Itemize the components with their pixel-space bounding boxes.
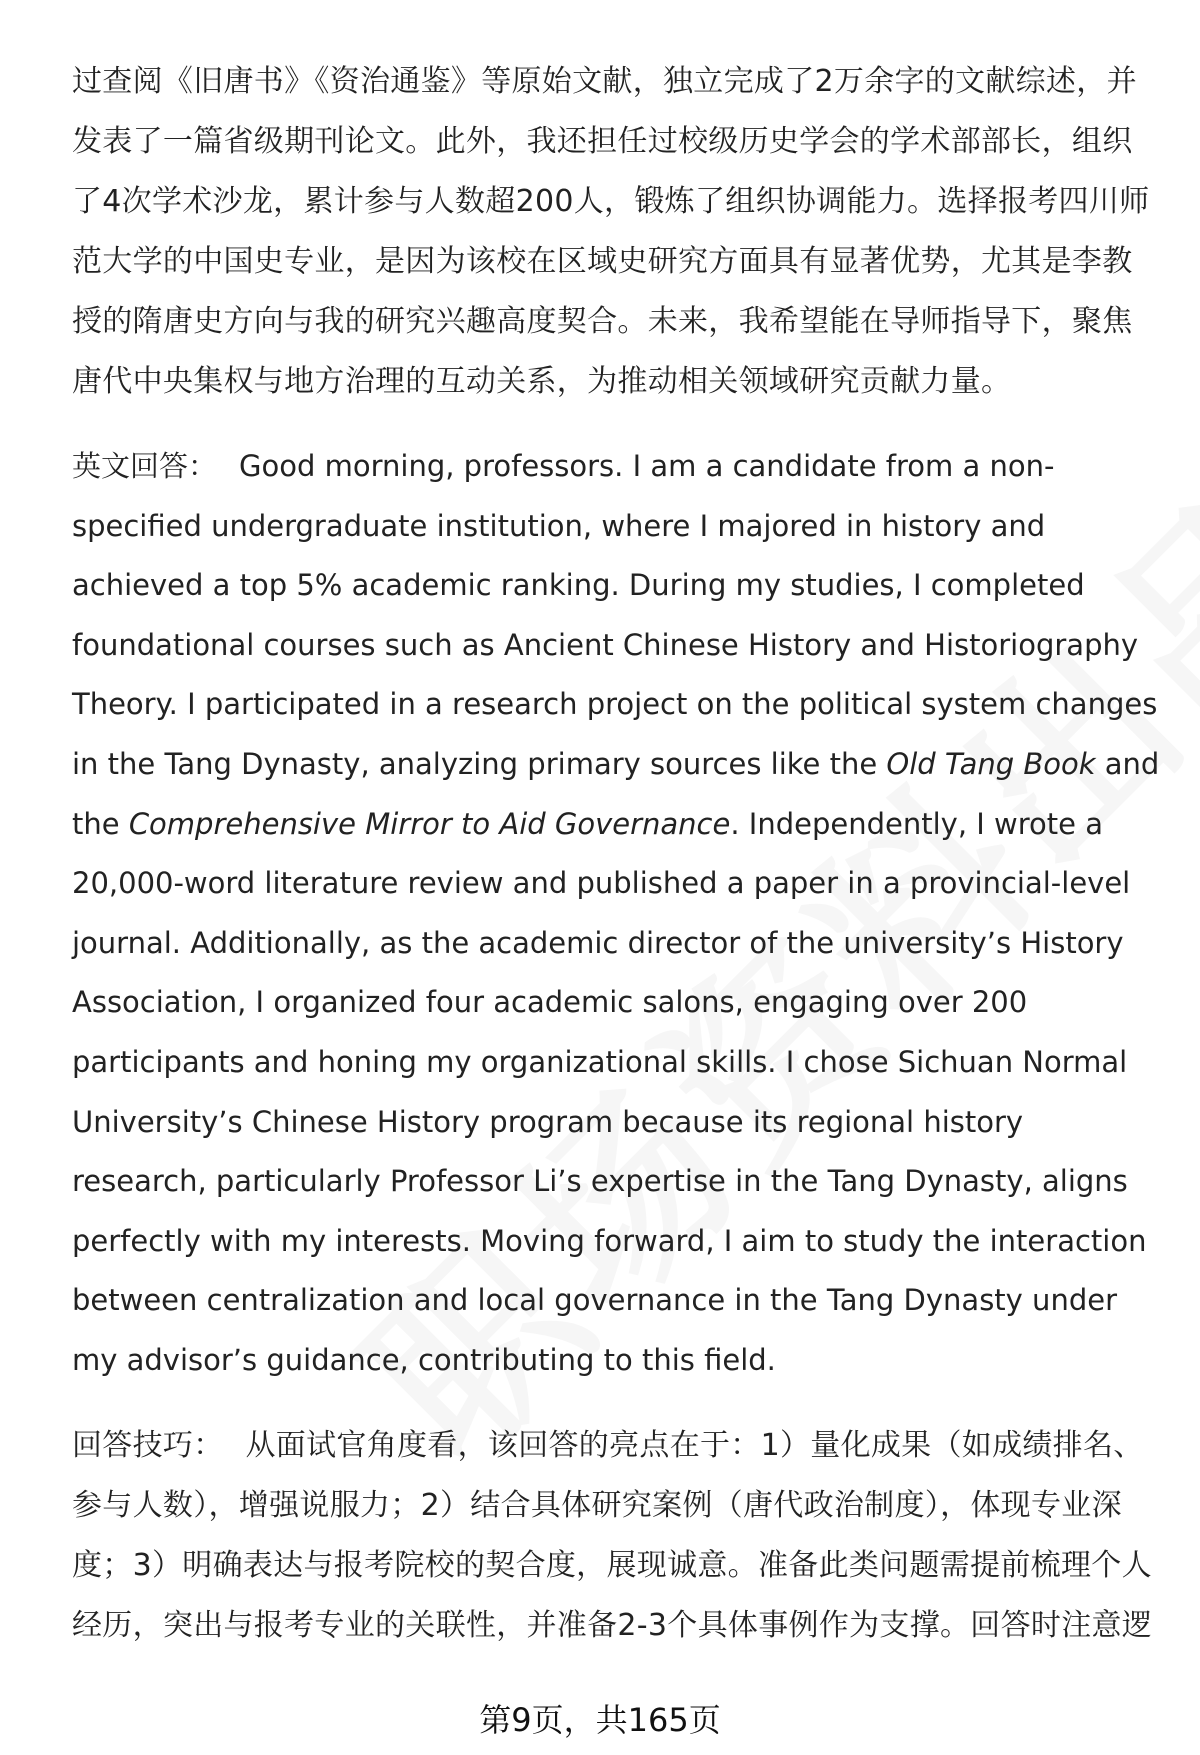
paragraph-chinese-continuation: 过查阅《旧唐书》《资治通鉴》等原始文献，独立完成了2万余字的文献综述，并发表了一篇省级期刊论文。此外，我还担任过校级历史学会的学术部部长，组织了4次学术沙龙，累计参与人数超200人，锻炼了组织协调能力。选择报考四川师范大学的中国史专业，是因为该校在区域史研究方面具有显著优势，尤其是李教授的隋唐史方向与我的研究兴趣高度契合。未来，我希望能在导师指导下，聚焦唐代中央集权与地方治理的互动关系，为推动相关领域研究贡献力量。 [72,64,1150,399]
paragraph-answer-tips [72,1416,1162,1656]
paragraph-english-answer [72,437,1162,1391]
book-title-comprehensive-mirror: Comprehensive Mirror to Aid Governance [128,806,731,841]
page-number-footer: 第9页，共165页 [479,1701,721,1739]
english-answer-label: 英文回答： [72,449,218,483]
english-answer-text-2: and the [72,746,1160,841]
answer-tips-text: 从面试官角度看，该回答的亮点在于：1）量化成果（如成绩排名、参与人数），增强说服力；2）结合具体研究案例（唐代政治制度），体现专业深度；3）明确表达与报考院校的契合度，展现诚意。准备此类问题需提前梳理个人经历，突出与报考专业的关联性，并准备2-3个具体事例作为支撑。回答时注意逻 [72,1427,1153,1643]
english-answer-text-3: . Independently, I wrote a 20,000-word literature review and published a paper in a provincial-level journal. Additionally, as the academic director of the university’s History Association, I organized four academic salons, engaging over 200 participants and honing my organizational skills. I chose Sichuan Normal University’s Chinese History program because its regional history research, particularly Professor Li’s expertise in the Tang Dynasty, aligns perfectly with my interests. Moving forward, I aim to study the interaction between centralization and local governance in the Tang Dynasty under my advisor’s guidance, contributing to this field. [72,806,1147,1377]
answer-tips-label: 回答技巧： [72,1427,224,1463]
book-title-old-tang-book: Old Tang Book [886,746,1096,781]
document-body [72,52,1162,1656]
english-answer-text-1: Good morning, professors. I am a candidate from a non-specified undergraduate institution, where I majored in history and achieved a top 5% academic ranking. During my studies, I completed foundational courses such as Ancient Chinese History and Historiography Theory. I participated in a research project on the political system changes in the Tang Dynasty, analyzing primary sources like the [72,449,1158,781]
